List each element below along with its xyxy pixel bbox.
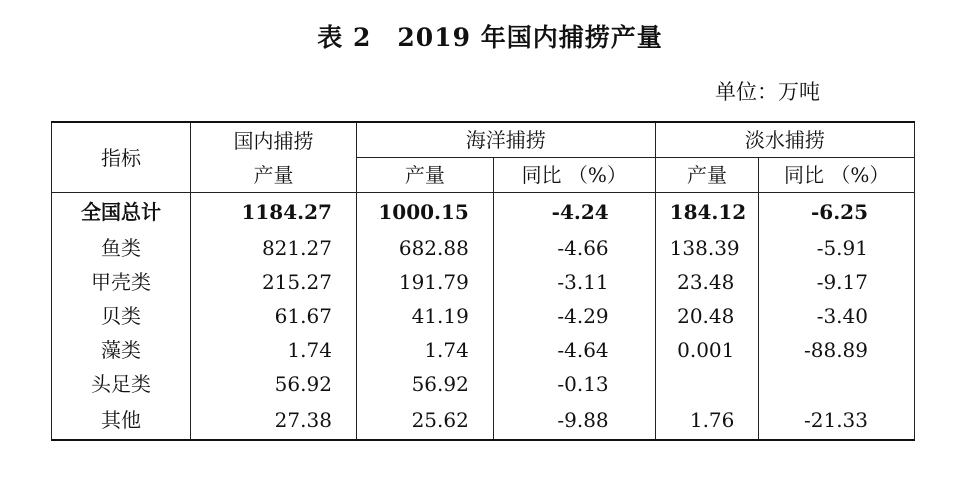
table-row bbox=[52, 401, 915, 440]
cell-marine-output: 1.74 bbox=[356, 333, 493, 367]
cell-fresh-yoy: -3.40 bbox=[759, 299, 915, 333]
cell-marine-output: 41.19 bbox=[356, 299, 493, 333]
cell-marine-yoy: -4.24 bbox=[493, 193, 655, 232]
cell-fresh-output: 0.001 bbox=[655, 333, 759, 367]
table-row bbox=[52, 193, 915, 232]
cell-marine-yoy: -0.13 bbox=[493, 367, 655, 401]
cell-fresh-output bbox=[655, 367, 759, 401]
row-label: 全国总计 bbox=[52, 193, 191, 232]
header-indicator: 指标 bbox=[52, 122, 191, 193]
row-label: 贝类 bbox=[52, 299, 191, 333]
cell-fresh-yoy: -21.33 bbox=[759, 401, 915, 440]
header-row-1 bbox=[52, 122, 915, 158]
unit-label: 单位：万吨 bbox=[715, 80, 820, 104]
header-marine-yoy: 同比 （%） bbox=[493, 158, 655, 193]
cell-fresh-yoy: -88.89 bbox=[759, 333, 915, 367]
cell-marine-yoy: -4.64 bbox=[493, 333, 655, 367]
cell-fresh-yoy: -6.25 bbox=[759, 193, 915, 232]
cell-fresh-yoy bbox=[759, 367, 915, 401]
cell-domestic: 61.67 bbox=[190, 299, 356, 333]
cell-domestic: 821.27 bbox=[190, 231, 356, 265]
table-title-text: 2019 年国内捕捞产量 bbox=[397, 23, 663, 52]
cell-domestic: 56.92 bbox=[190, 367, 356, 401]
header-freshwater: 淡水捕捞 bbox=[655, 122, 914, 158]
row-label: 其他 bbox=[52, 401, 191, 440]
header-domestic-line2: 产量 bbox=[253, 162, 294, 187]
table-title bbox=[0, 18, 980, 54]
cell-fresh-yoy: -5.91 bbox=[759, 231, 915, 265]
cell-fresh-yoy: -9.17 bbox=[759, 265, 915, 299]
table-row bbox=[52, 333, 915, 367]
cell-domestic: 215.27 bbox=[190, 265, 356, 299]
table-number: 表 2 bbox=[317, 23, 372, 52]
header-domestic bbox=[190, 122, 356, 193]
cell-marine-output: 191.79 bbox=[356, 265, 493, 299]
row-label: 甲壳类 bbox=[52, 265, 191, 299]
row-label: 头足类 bbox=[52, 367, 191, 401]
catch-table bbox=[51, 121, 915, 441]
cell-domestic: 1.74 bbox=[190, 333, 356, 367]
header-marine-output: 产量 bbox=[356, 158, 493, 193]
cell-fresh-output: 184.12 bbox=[655, 193, 759, 232]
cell-fresh-output: 138.39 bbox=[655, 231, 759, 265]
header-marine: 海洋捕捞 bbox=[356, 122, 655, 158]
cell-marine-yoy: -3.11 bbox=[493, 265, 655, 299]
table-row bbox=[52, 231, 915, 265]
cell-marine-output: 1000.15 bbox=[356, 193, 493, 232]
cell-marine-output: 25.62 bbox=[356, 401, 493, 440]
row-label: 藻类 bbox=[52, 333, 191, 367]
header-fresh-yoy: 同比 （%） bbox=[759, 158, 915, 193]
cell-marine-yoy: -9.88 bbox=[493, 401, 655, 440]
cell-marine-output: 56.92 bbox=[356, 367, 493, 401]
cell-fresh-output: 1.76 bbox=[655, 401, 759, 440]
table-row bbox=[52, 265, 915, 299]
cell-domestic: 1184.27 bbox=[190, 193, 356, 232]
header-fresh-output: 产量 bbox=[655, 158, 759, 193]
cell-marine-yoy: -4.29 bbox=[493, 299, 655, 333]
table-row bbox=[52, 299, 915, 333]
cell-domestic: 27.38 bbox=[190, 401, 356, 440]
row-label: 鱼类 bbox=[52, 231, 191, 265]
cell-marine-output: 682.88 bbox=[356, 231, 493, 265]
cell-fresh-output: 20.48 bbox=[655, 299, 759, 333]
table-row bbox=[52, 367, 915, 401]
cell-fresh-output: 23.48 bbox=[655, 265, 759, 299]
cell-marine-yoy: -4.66 bbox=[493, 231, 655, 265]
header-domestic-line1: 国内捕捞 bbox=[233, 128, 314, 153]
